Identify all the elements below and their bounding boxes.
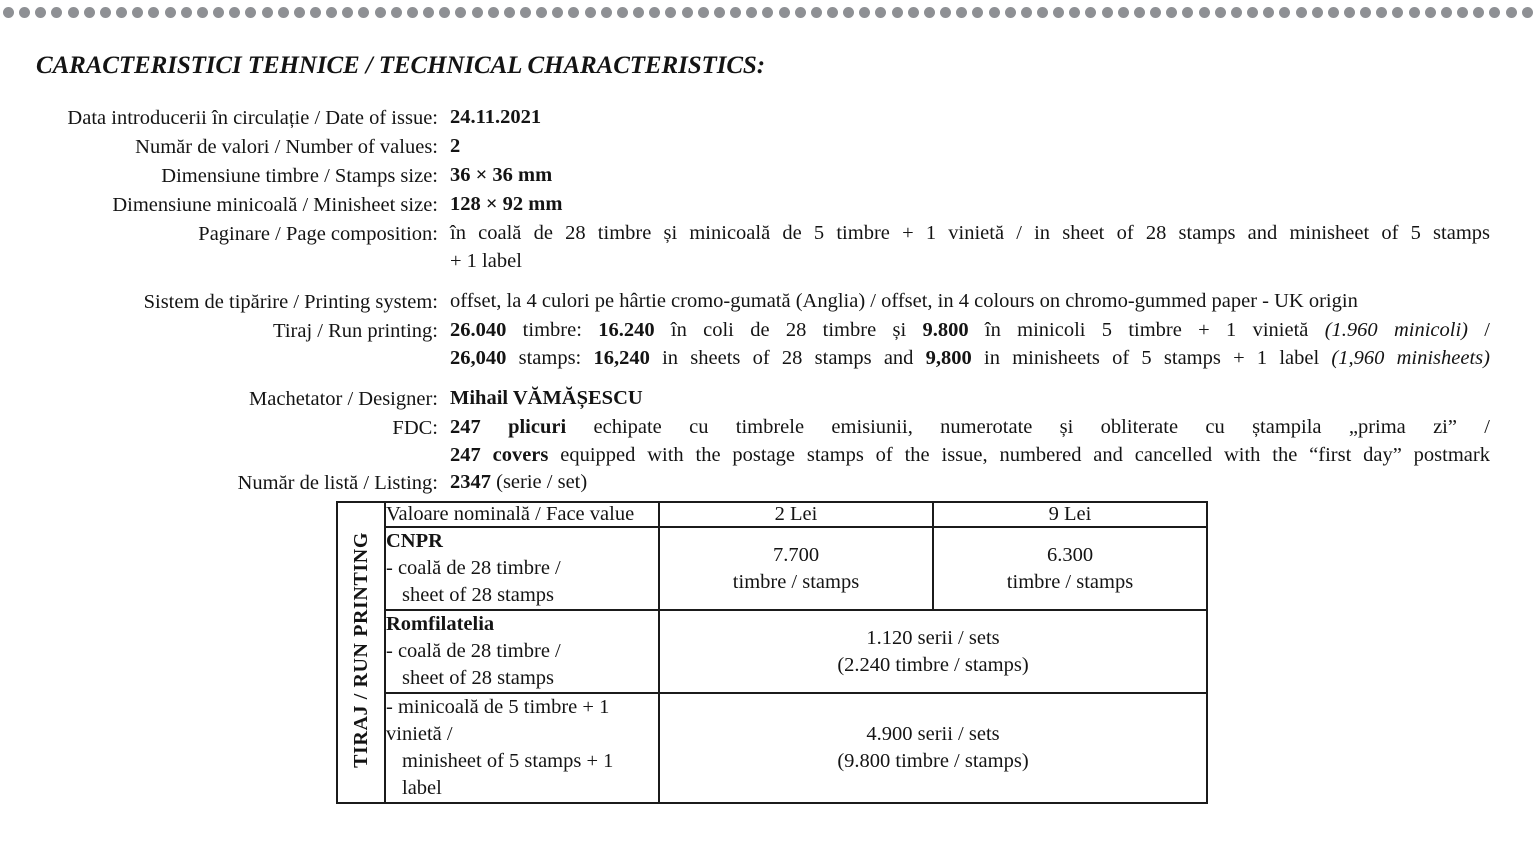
border-dot — [1182, 7, 1193, 18]
border-dot — [19, 7, 30, 18]
run-total-en: 26,040 — [450, 346, 507, 369]
fdc-text-en: equipped with the postage stamps of the issue, numbered and cancelled with the “first day” postmark — [548, 443, 1490, 466]
cnpr-value-1-unit: timbre / stamps — [732, 570, 860, 593]
spec-label-date-of-issue: Data introducerii în circulație / Date of issue: — [67, 107, 438, 129]
romfilatelia-value-stamps: (2.240 timbre / stamps) — [837, 653, 1029, 676]
border-dot — [762, 7, 773, 18]
fdc-line-ro — [450, 414, 1490, 442]
border-dot — [358, 7, 369, 18]
border-dot — [1489, 7, 1500, 18]
border-dot — [1166, 7, 1177, 18]
border-dot — [1231, 7, 1242, 18]
border-dot — [1134, 7, 1145, 18]
border-dot — [391, 7, 402, 18]
border-dot — [779, 7, 790, 18]
spec-label-stamps-size: Dimensiune timbre / Stamps size: — [161, 165, 438, 187]
table-cell-description-romfilatelia — [385, 610, 659, 693]
border-dot — [568, 7, 579, 18]
border-dot — [956, 7, 967, 18]
border-dot — [1473, 7, 1484, 18]
border-dot — [245, 7, 256, 18]
spec-label-number-of-values: Număr de valori / Number of values: — [135, 136, 438, 158]
border-dot — [1199, 7, 1210, 18]
row-line2-minisheet: minisheet of 5 stamps + 1 label — [402, 750, 614, 799]
border-dot — [1102, 7, 1113, 18]
row-line2-cnpr: sheet of 28 stamps — [402, 584, 555, 606]
spec-label-designer: Machetator / Designer: — [249, 388, 438, 410]
spec-row-designer — [0, 385, 1500, 414]
border-dot — [827, 7, 838, 18]
spec-value-designer: Mihail VĂMĂȘESCU — [450, 387, 643, 409]
border-dot — [1021, 7, 1032, 18]
border-dot — [229, 7, 240, 18]
table-header-value-2: 9 Lei — [933, 502, 1207, 527]
run-text-en-3: in minisheets of 5 stamps + 1 label — [971, 346, 1332, 369]
border-dot — [165, 7, 176, 18]
run-sheets-en: 16,240 — [593, 346, 650, 369]
row-title-cnpr: CNPR — [386, 530, 443, 552]
border-dot — [472, 7, 483, 18]
border-dot — [1522, 7, 1533, 18]
technical-characteristics-list — [0, 104, 1500, 498]
minisheet-value-sets: 4.900 serii / sets — [866, 723, 1000, 745]
border-dot — [1263, 7, 1274, 18]
border-dot — [1441, 7, 1452, 18]
run-minisheets-ro: 9.800 — [922, 319, 969, 341]
border-dot — [1457, 7, 1468, 18]
run-text-ro-1: timbre: — [506, 319, 599, 341]
spec-row-page-composition — [0, 220, 1500, 275]
border-dot — [552, 7, 563, 18]
border-dot — [262, 7, 273, 18]
spec-value-fdc — [450, 414, 1500, 469]
run-total-ro: 26.040 — [450, 319, 507, 341]
border-dot — [924, 7, 935, 18]
border-dot — [665, 7, 676, 18]
border-dot — [1118, 7, 1129, 18]
border-dot — [132, 7, 143, 18]
spec-value-date-of-issue: 24.11.2021 — [450, 106, 542, 128]
spec-value-minisheet-size: 128 × 92 mm — [450, 193, 563, 215]
table-row — [337, 527, 1207, 610]
border-dot — [585, 7, 596, 18]
run-printing-line-ro — [450, 317, 1490, 345]
spec-label-printing-system: Sistem de tipărire / Printing system: — [143, 291, 438, 313]
listing-number: 2347 — [450, 471, 491, 493]
border-dot — [407, 7, 418, 18]
border-dot — [1005, 7, 1016, 18]
border-dot — [1279, 7, 1290, 18]
border-dot — [1506, 7, 1517, 18]
spec-row-fdc — [0, 414, 1500, 469]
border-dot — [1328, 7, 1339, 18]
run-text-en-2: in sheets of 28 stamps and — [649, 346, 926, 369]
border-dot — [278, 7, 289, 18]
table-header-row — [337, 502, 1207, 527]
border-dot — [1150, 7, 1161, 18]
spec-value-number-of-values: 2 — [450, 135, 461, 157]
border-dot — [1053, 7, 1064, 18]
border-dot — [35, 7, 46, 18]
border-dot — [1296, 7, 1307, 18]
border-dot — [1376, 7, 1387, 18]
border-dot — [439, 7, 450, 18]
spec-value-stamps-size: 36 × 36 mm — [450, 164, 553, 186]
table-cell-romfilatelia-merged-value — [659, 610, 1207, 693]
spec-label-page-composition: Paginare / Page composition: — [198, 223, 438, 245]
row-line1-cnpr: - coală de 28 timbre / — [386, 557, 561, 579]
run-printing-line-en — [450, 345, 1490, 373]
border-dot — [520, 7, 531, 18]
romfilatelia-value-sets: 1.120 serii / sets — [866, 626, 1000, 649]
border-dot — [795, 7, 806, 18]
table-cell-cnpr-value-2 — [933, 527, 1207, 610]
border-dot — [633, 7, 644, 18]
border-dot — [972, 7, 983, 18]
border-dot — [116, 7, 127, 18]
spec-row-date-of-issue — [0, 104, 1500, 133]
border-dot — [1215, 7, 1226, 18]
run-text-ro-3: în minicoli 5 timbre + 1 vinietă — [968, 319, 1325, 341]
border-dot — [908, 7, 919, 18]
border-dot — [3, 7, 14, 18]
row-title-romfilatelia: Romfilatelia — [386, 613, 495, 635]
run-printing-table — [336, 501, 1208, 804]
border-dot — [326, 7, 337, 18]
border-dot — [100, 7, 111, 18]
border-dot — [875, 7, 886, 18]
border-dot — [536, 7, 547, 18]
border-dot — [51, 7, 62, 18]
spec-row-printing-system — [0, 288, 1500, 317]
border-dot — [940, 7, 951, 18]
border-dot — [181, 7, 192, 18]
fdc-text-ro: echipate cu timbrele emisiunii, numerotate și obliterate cu ștampila „prima zi” / — [566, 416, 1490, 438]
border-dot — [197, 7, 208, 18]
border-dot — [811, 7, 822, 18]
border-dot — [213, 7, 224, 18]
border-dot — [84, 7, 95, 18]
run-note-en: (1,960 minisheets) — [1331, 346, 1490, 369]
minisheet-value-stamps: (9.800 timbre / stamps) — [837, 750, 1029, 772]
border-dot — [310, 7, 321, 18]
border-dot — [504, 7, 515, 18]
border-dot — [342, 7, 353, 18]
border-dot — [423, 7, 434, 18]
border-dot — [730, 7, 741, 18]
border-dot — [649, 7, 660, 18]
border-dot — [455, 7, 466, 18]
table-row — [337, 693, 1207, 803]
border-dot — [1392, 7, 1403, 18]
border-dot — [1069, 7, 1080, 18]
border-dot — [375, 7, 386, 18]
spec-row-minisheet-size — [0, 191, 1500, 220]
run-text-ro-4: / — [1467, 319, 1490, 341]
fdc-count-ro: 247 plicuri — [450, 416, 567, 438]
spec-label-run-printing: Tiraj / Run printing: — [273, 320, 438, 342]
cnpr-value-1-amount: 7.700 — [772, 543, 820, 566]
border-dot — [488, 7, 499, 18]
spec-value-listing — [450, 469, 1500, 497]
border-dot — [1360, 7, 1371, 18]
fdc-line-en — [450, 442, 1490, 470]
cnpr-value-2-unit: timbre / stamps — [1006, 570, 1134, 593]
listing-suffix: (serie / set) — [491, 471, 588, 493]
border-dot — [1409, 7, 1420, 18]
row-line2-romfilatelia: sheet of 28 stamps — [402, 667, 555, 689]
table-header-value-1: 2 Lei — [659, 502, 933, 527]
table-cell-minisheet-merged-value — [659, 693, 1207, 803]
table-header-description: Valoare nominală / Face value — [385, 502, 659, 527]
page-title: CARACTERISTICI TEHNICE / TECHNICAL CHARACTERISTICS: — [36, 52, 765, 79]
border-dot — [989, 7, 1000, 18]
table-cell-cnpr-value-1 — [659, 527, 933, 610]
table-vertical-header-label: TIRAJ / RUN PRINTING — [350, 532, 372, 768]
spec-label-minisheet-size: Dimensiune minicoală / Minisheet size: — [112, 194, 438, 216]
run-minisheets-en: 9,800 — [925, 346, 972, 369]
run-note-ro: (1.960 minicoli) — [1324, 319, 1468, 341]
border-dot — [148, 7, 159, 18]
run-text-ro-2: în coli de 28 timbre și — [654, 319, 923, 341]
border-dot — [698, 7, 709, 18]
border-dot — [1425, 7, 1436, 18]
table-row — [337, 610, 1207, 693]
spec-value-printing-system: offset, la 4 culori pe hârtie cromo-gumată (Anglia) / offset, in 4 colours on chromo-gummed paper - UK origin — [450, 290, 1358, 312]
table-vertical-header-cell — [337, 502, 385, 803]
border-dot — [682, 7, 693, 18]
border-dot — [1247, 7, 1258, 18]
border-dot — [859, 7, 870, 18]
table-cell-description-minisheet — [385, 693, 659, 803]
table-cell-description-cnpr — [385, 527, 659, 610]
border-dot — [746, 7, 757, 18]
row-line1-minisheet: - minicoală de 5 timbre + 1 vinietă / — [386, 696, 610, 745]
spec-label-fdc: FDC: — [392, 417, 438, 439]
fdc-count-en: 247 covers — [450, 443, 549, 466]
spec-label-listing: Număr de listă / Listing: — [237, 472, 438, 494]
border-dot — [1037, 7, 1048, 18]
spec-row-stamps-size — [0, 162, 1500, 191]
dotted-border-top — [0, 4, 1536, 20]
border-dot — [892, 7, 903, 18]
spec-row-run-printing — [0, 317, 1500, 372]
border-dot — [617, 7, 628, 18]
border-dot — [294, 7, 305, 18]
spec-row-number-of-values — [0, 133, 1500, 162]
row-line1-romfilatelia: - coală de 28 timbre / — [386, 640, 561, 662]
border-dot — [1085, 7, 1096, 18]
border-dot — [843, 7, 854, 18]
page-composition-line-2: + 1 label — [450, 249, 522, 272]
run-sheets-ro: 16.240 — [598, 319, 655, 341]
spec-value-page-composition — [450, 220, 1500, 275]
border-dot — [1344, 7, 1355, 18]
spec-row-listing — [0, 469, 1500, 498]
run-text-en-1: stamps: — [506, 346, 594, 369]
spec-value-run-printing — [450, 317, 1500, 372]
border-dot — [601, 7, 612, 18]
border-dot — [714, 7, 725, 18]
border-dot — [1312, 7, 1323, 18]
page-composition-line-1: în coală de 28 timbre și minicoală de 5 timbre + 1 vinietă / in sheet of 28 stamps and minisheet of 5 stamps — [450, 222, 1490, 244]
cnpr-value-2-amount: 6.300 — [1046, 543, 1094, 566]
border-dot — [68, 7, 79, 18]
